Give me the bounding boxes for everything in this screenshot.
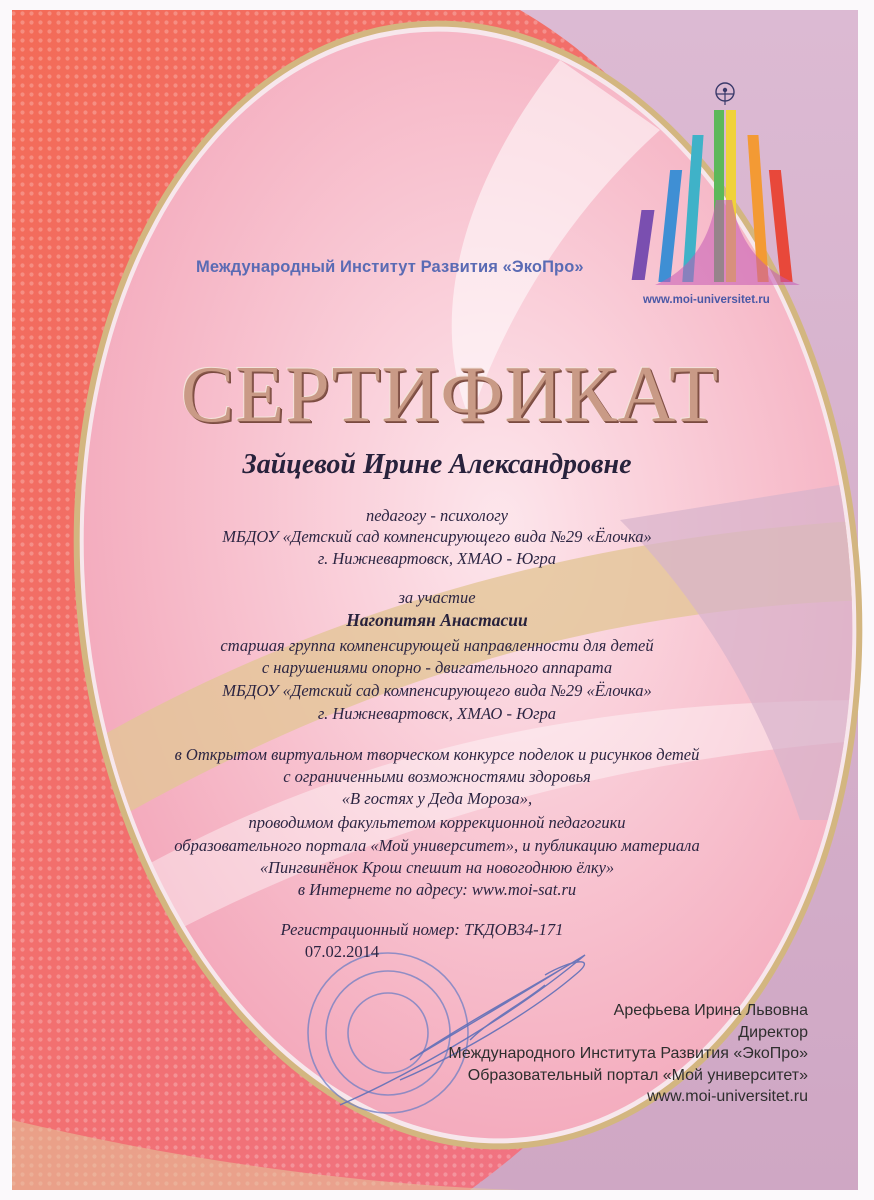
contest-line-1: в Открытом виртуальном творческом конкурсе поделок и рисунков детей (174, 745, 700, 764)
group-line-1: старшая группа компенсирующей направленности для детей (220, 636, 654, 655)
logo-url: www.moi-universitet.ru (643, 294, 770, 306)
registration-number: Регистрационный номер: ТКДОВ34-171 (280, 920, 564, 939)
recipient-name: Зайцевой Ирине Александровне (242, 449, 632, 480)
contest-line-6: «Пингвинёнок Крош спешит на новогоднюю ёлку» (259, 858, 615, 877)
contest-line-4: проводимом факультетом коррекционной педагогики (248, 813, 626, 832)
contest-line-2: с ограниченными возможностями здоровья (283, 767, 591, 786)
signatory-role: Директор (738, 1023, 808, 1041)
child-city: г. Нижневартовск, ХМАО - Югра (317, 704, 557, 723)
child-name: Нагопитян Анастасии (346, 610, 528, 630)
signatory-org-1: Международного Института Развития «ЭкоПро» (448, 1045, 808, 1062)
signature-block (448, 1000, 808, 1108)
certificate-title: СЕРТИФИКАТ (180, 351, 720, 439)
signatory-name: Арефьева Ирина Львовна (613, 1002, 808, 1019)
group-line-2: с нарушениями опорно - двигательного аппарата (261, 658, 613, 677)
participation-intro: за участие (398, 588, 476, 607)
signatory-url: www.moi-universitet.ru (647, 1088, 808, 1105)
child-institution: МБДОУ «Детский сад компенсирующего вида №29 «Ёлочка» (222, 681, 652, 700)
registration-date: 07.02.2014 (304, 942, 380, 961)
recipient-position: педагогу - психологу (366, 506, 508, 525)
contest-line-3: «В гостях у Деда Мороза», (341, 789, 533, 808)
recipient-city: г. Нижневартовск, ХМАО - Югра (317, 549, 557, 568)
org-title: Международный Институт Развития «ЭкоПро» (196, 258, 584, 276)
contest-line-5: образовательного портала «Мой университет», и публикацию материала (174, 836, 700, 855)
contest-line-7: в Интернете по адресу: www.moi-sat.ru (297, 880, 577, 899)
signatory-org-2: Образовательный портал «Мой университет» (467, 1066, 808, 1084)
recipient-institution: МБДОУ «Детский сад компенсирующего вида №29 «Ёлочка» (222, 527, 652, 546)
